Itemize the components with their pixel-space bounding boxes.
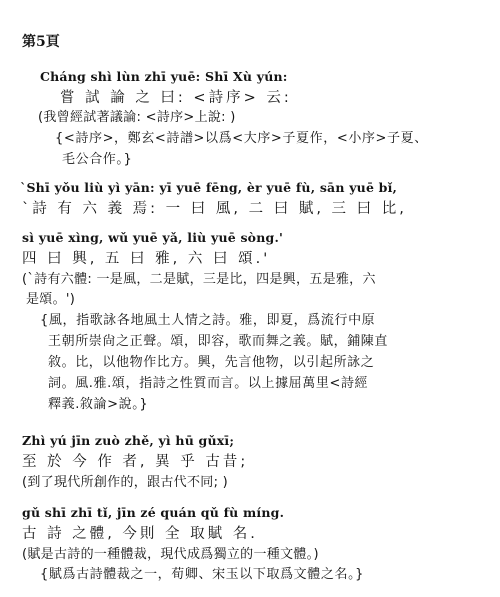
hanzi-line: 古 詩 之體, 今則 全 取賦 名. (22, 526, 258, 542)
note-line: 毛公合作。} (62, 152, 133, 167)
hanzi-line: 至 於 今 作 者, 異 乎 古昔; (22, 454, 249, 470)
pinyin-line: sì yuē xìng, wǔ yuē yǎ, liù yuē sòng.' (22, 230, 284, 245)
note-line: {<詩序>，鄭玄<詩譜>以爲<大序>子夏作，<小序>子夏、 (55, 131, 428, 146)
note-line: 王朝所崇尙之正聲。頌，即容，歌而舞之義。賦，鋪陳直 (48, 334, 389, 349)
note-line: {風，指歌詠各地風土人情之詩。雅，即夏，爲流行中原 (40, 313, 376, 328)
note-line: 敘。比，以他物作比方。興，先言他物，以引起所詠之 (48, 355, 375, 370)
hanzi-line: 嘗 試 論 之 曰: <詩序> 云: (60, 90, 292, 106)
translation-line: 是頌。') (26, 292, 76, 307)
translation-line: (賦是古詩的一種體裁，現代成爲獨立的一種文體。) (22, 547, 319, 562)
note-line: {賦爲古詩體裁之一，荀卿、宋玉以下取爲文體之名。} (40, 567, 365, 582)
pinyin-line: `Shī yǒu liù yì yān: yī yuē fēng, èr yuē fù, sān yuē bǐ, (20, 180, 398, 195)
note-line: 詞。風.雅.頌，指詩之性質而言。以上據屈萬里<詩經 (48, 376, 369, 391)
note-line: 釋義.敘論>說。} (48, 397, 149, 412)
translation-line: (`詩有六體: 一是風，二是賦，三是比，四是興，五是雅，六 (22, 272, 376, 287)
pinyin-line: gǔ shī zhī tǐ, jīn zé quán qǔ fù míng. (22, 505, 285, 520)
page-label: 第5頁 (22, 34, 60, 50)
translation-line: (我曾經試著議論: <詩序>上說: ) (38, 110, 236, 125)
translation-line: (到了現代所創作的，跟古代不同; ) (22, 475, 229, 490)
pinyin-line: Cháng shì lùn zhī yuē: Shī Xù yún: (40, 69, 288, 84)
hanzi-line: `詩 有 六 義 焉: 一 曰 風, 二 曰 賦, 三 曰 比, (22, 201, 407, 217)
hanzi-line: 四 曰 興, 五 曰 雅, 六 曰 頌.' (22, 251, 271, 267)
pinyin-line: Zhì yú jīn zuò zhě, yì hū gǔxī; (22, 433, 235, 448)
